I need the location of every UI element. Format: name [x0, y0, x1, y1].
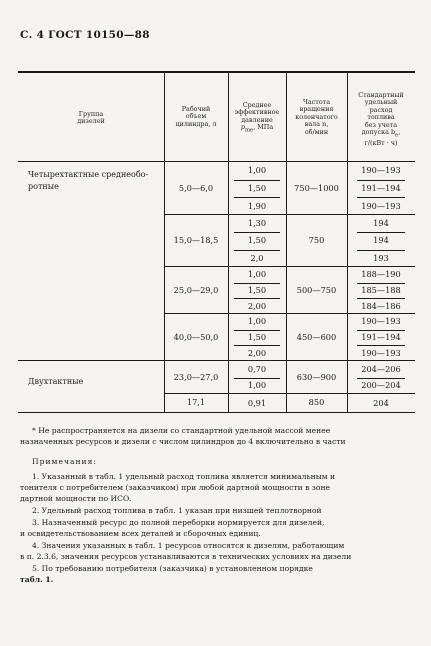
- note-line: 1. Указанный в табл. 1 удельный расход топлива является минимальным и: [32, 472, 336, 481]
- row-separator: [164, 214, 415, 215]
- note-line: и освидетельствованием всех деталей и сборочных единиц.: [20, 529, 261, 538]
- row-separator: [164, 313, 415, 314]
- header-bottom-rule: [18, 161, 415, 162]
- cell-rule: [357, 330, 405, 331]
- fuel-consumption-cell: 190—193: [361, 347, 401, 358]
- fuel-consumption-cell: 204: [373, 398, 389, 408]
- cell-rule: [234, 298, 280, 299]
- cell-rule: [357, 298, 405, 299]
- cylinder-volume-cell: 17,1: [186, 397, 206, 407]
- row-separator: [164, 266, 415, 267]
- cell-rule: [357, 180, 405, 181]
- cylinder-volume-cell: 15,0—18,5: [173, 235, 219, 246]
- fuel-consumption-cell: 193: [373, 252, 389, 263]
- table-bottom-rule: [18, 412, 415, 413]
- rotation-frequency-cell: 850: [308, 397, 325, 407]
- mean-pressure-cell: 1,50: [247, 332, 267, 343]
- mean-pressure-cell: 1,50: [247, 285, 267, 296]
- fuel-consumption-cell: 191—194: [361, 332, 401, 343]
- cylinder-volume-cell: 25,0—29,0: [173, 285, 219, 296]
- cell-rule: [357, 283, 405, 284]
- cell-rule: [234, 250, 280, 251]
- mean-pressure-cell: 2,0: [250, 252, 264, 263]
- cell-rule: [234, 283, 280, 284]
- group-two-stroke: Двухтактные: [28, 377, 84, 386]
- fuel-consumption-cell: 200—204: [361, 380, 401, 391]
- cell-rule: [357, 232, 405, 233]
- note-line: тонителя с потребителем (заказчиком) при любой дартной мощности в зоне: [20, 483, 331, 492]
- footnote-line: назначенных ресурсов и дизели с числом цилиндров до 4 включительно в части: [20, 437, 346, 446]
- note-line: 4. Значения указанных в табл. 1 ресурсов относятся к дизелям, работающим: [32, 541, 345, 550]
- fuel-consumption-cell: 190—193: [361, 200, 401, 211]
- note-line: 5. По требованию потребителя (заказчика) в установленном порядке: [32, 564, 313, 573]
- fuel-consumption-cell: 190—193: [361, 316, 401, 327]
- rotation-frequency-cell: 450—600: [296, 332, 337, 343]
- mean-pressure-cell: 1,50: [247, 235, 267, 246]
- footnote-line: * Не распространяется на дизели со стандартной удельной массой менее: [32, 426, 331, 435]
- header-fuel-consumption: Стандартный удельный расход топлива без учета допуска $b_e$, г/(кВт · ч): [358, 91, 404, 147]
- group-four-stroke: Четырехтактные среднеобо- ротные: [28, 170, 149, 191]
- cylinder-volume-cell: 40,0—50,0: [173, 332, 219, 343]
- mean-pressure-cell: 0,70: [247, 363, 267, 374]
- mean-pressure-cell: 1,00: [247, 165, 267, 176]
- fuel-consumption-cell: 190—193: [361, 165, 401, 176]
- note-line: в п. 2.3.6, значения ресурсов устанавливаются в технических условиях на дизели: [20, 552, 352, 561]
- specifications-table: [18, 71, 415, 413]
- cell-rule: [234, 345, 280, 346]
- cell-rule: [357, 197, 405, 198]
- notes-title: Примечания:: [32, 457, 97, 466]
- mean-pressure-cell: 0,91: [247, 398, 267, 408]
- fuel-consumption-cell: 185—188: [361, 285, 401, 296]
- fuel-consumption-cell: 194: [373, 235, 389, 246]
- rotation-frequency-cell: 750—1000: [294, 182, 339, 193]
- mean-pressure-cell: 1,00: [247, 269, 267, 280]
- note-line: дартной мощности по ИСО.: [20, 494, 132, 503]
- rotation-frequency-cell: 630—900: [296, 372, 337, 382]
- note-line: 2. Удельный расход топлива в табл. 1 указан при низшей теплотворной: [32, 506, 322, 515]
- mean-pressure-cell: 2,00: [247, 300, 267, 311]
- mean-pressure-cell: 1,00: [247, 380, 267, 391]
- header-rotation-frequency: Частота вращения коленчатого вала n, об/мин: [295, 98, 338, 136]
- fuel-consumption-cell: 184—186: [361, 300, 401, 311]
- cylinder-volume-cell: 23,0—27,0: [173, 372, 219, 382]
- mean-pressure-cell: 1,30: [247, 218, 267, 229]
- fuel-consumption-cell: 188—190: [361, 269, 401, 280]
- row-separator: [18, 360, 415, 361]
- fuel-consumption-cell: 204—206: [361, 363, 401, 374]
- note-line: 3. Назначенный ресурс до полной переборки нормируется для дизелей,: [32, 518, 325, 527]
- note-line: табл. 1.: [20, 575, 54, 584]
- page-header: С. 4 ГОСТ 10150—88: [20, 29, 150, 41]
- row-separator: [164, 393, 415, 394]
- cell-rule: [234, 330, 280, 331]
- header-mean-pressure: Среднее эффективное давление $p_{me}$, МПа: [234, 101, 280, 134]
- cell-rule: [234, 180, 280, 181]
- cylinder-volume-cell: 5,0—6,0: [178, 182, 214, 193]
- mean-pressure-cell: 2,00: [247, 347, 267, 358]
- mean-pressure-cell: 1,90: [247, 200, 267, 211]
- cell-rule: [234, 378, 280, 379]
- header-group: Группа дизелей: [77, 110, 105, 126]
- header-cylinder-volume: Рабочий объем цилиндра, л: [175, 105, 217, 128]
- cell-rule: [234, 232, 280, 233]
- cell-rule: [357, 378, 405, 379]
- rotation-frequency-cell: 750: [308, 235, 325, 246]
- mean-pressure-cell: 1,00: [247, 316, 267, 327]
- mean-pressure-cell: 1,50: [247, 182, 267, 193]
- table-top-rule: [18, 71, 415, 73]
- cell-rule: [357, 345, 405, 346]
- fuel-consumption-cell: 194: [373, 218, 389, 229]
- fuel-consumption-cell: 191—194: [361, 182, 401, 193]
- rotation-frequency-cell: 500—750: [296, 285, 337, 296]
- cell-rule: [357, 250, 405, 251]
- cell-rule: [234, 197, 280, 198]
